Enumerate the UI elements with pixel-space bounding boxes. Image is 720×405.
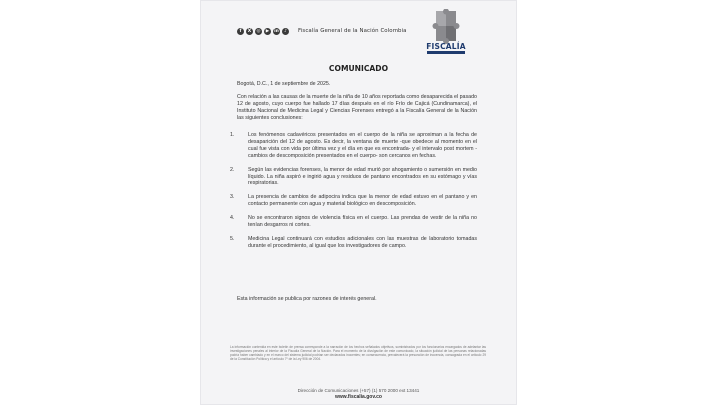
list-item-number: 5. xyxy=(230,235,235,242)
logo-text: FISCALÍA xyxy=(426,42,466,51)
footer-url[interactable]: www.fiscalia.gov.co xyxy=(335,394,382,400)
tiktok-icon[interactable]: ♪ xyxy=(282,28,289,35)
intro-paragraph: Con relación a las causas de la muerte de la niña de 10 años reportada como desaparecida el pasado 12 de agosto, cuyo cuerpo fue hallado 17 días después en el río Frío de Cajicá (Cundinamarca), el Instituto Nacional de Medicina Legal y Ciencias Forenses entregó a la Fiscalía General de la Nación las siguientes conclusiones: xyxy=(237,94,477,121)
list-item xyxy=(230,236,477,250)
org-name: Fiscalía General de la Nación Colombia xyxy=(298,28,407,34)
list-item-text: Según las evidencias forenses, la menor de edad murió por ahogamiento o sumersión en medio líquido. La niña aspiró e ingirió agua y residuos de pantano encontrados en su estómago y vías respiratorias. xyxy=(248,166,477,187)
list-item xyxy=(230,167,477,188)
youtube-icon[interactable]: ▶ xyxy=(265,29,270,34)
list-item-number: 1. xyxy=(230,132,235,138)
logo-underline xyxy=(427,51,465,54)
facebook-icon[interactable]: f xyxy=(237,28,244,35)
list-item-number: 3. xyxy=(230,194,235,201)
document-page xyxy=(200,0,517,405)
list-item-text: La presencia de cambios de adipocira indica que la menor de edad estuvo en el pantano y en contacto permanente con agua y material biológico en descomposición. xyxy=(248,194,477,208)
footer-disclaimer: La información contenida en este boletín de prensa corresponde a la narración de los hechos señalados objetivos, suministrados por los funcionarios encargados de adelantar las investigaciones penales al interior de la Fiscalía General de la Nación. Para el momento de la divulgación de este comunicado, la situación judicial de las personas relacionadas podría haber cambiado y en el marco del sistema judicial podrían ser declarados inocentes; en consecuencia, prevalecerá la presunción de inocencia, consagrada en el artículo 29 de la Constitución Política y el artículo 7º de la Ley 906 de 2004. xyxy=(230,345,486,362)
linkedin-icon[interactable]: in xyxy=(274,29,279,34)
footer-contact: Dirección de Comunicaciones (+57) (1) 570 2000 ext 13441 xyxy=(297,388,420,393)
list-item-text: Los fenómenos cadavéricos presentados en el cuerpo de la niña se aproximan a la fecha de desaparición del 12 de agosto. Es decir, la ventana de muerte -que obedece al momento en el cual fue vista con vida por última vez y el día en que es encontrada- y el intervalo post mortem -cambios de descomposición presentados en el cuerpo- son cercanos en fechas. xyxy=(248,132,477,159)
list-item xyxy=(230,194,477,208)
list-item-text: Medicina Legal continuará con estudios adicionales con las muestras de laboratorio tomadas durante el procedimiento, al igual que los investigadores de campo. xyxy=(248,235,477,249)
list-item xyxy=(230,132,477,160)
closing-line: Esta información se publica por razones de interés general. xyxy=(237,296,377,302)
instagram-icon[interactable]: ◎ xyxy=(256,29,261,34)
date-line: Bogotá, D.C., 1 de septiembre de 2025. xyxy=(237,81,331,87)
x-icon[interactable]: X xyxy=(247,29,252,34)
social-icons-row xyxy=(237,28,289,35)
list-item-number: 4. xyxy=(230,215,235,222)
list-item xyxy=(230,215,477,229)
list-item-text: No se encontraron signos de violencia física en el cuerpo. Las prendas de vestir de la niña no tenían desgarros ni cortes. xyxy=(248,215,477,229)
conclusions-list xyxy=(230,132,477,250)
page-title: COMUNICADO xyxy=(328,64,389,73)
list-item-number: 2. xyxy=(230,166,235,173)
